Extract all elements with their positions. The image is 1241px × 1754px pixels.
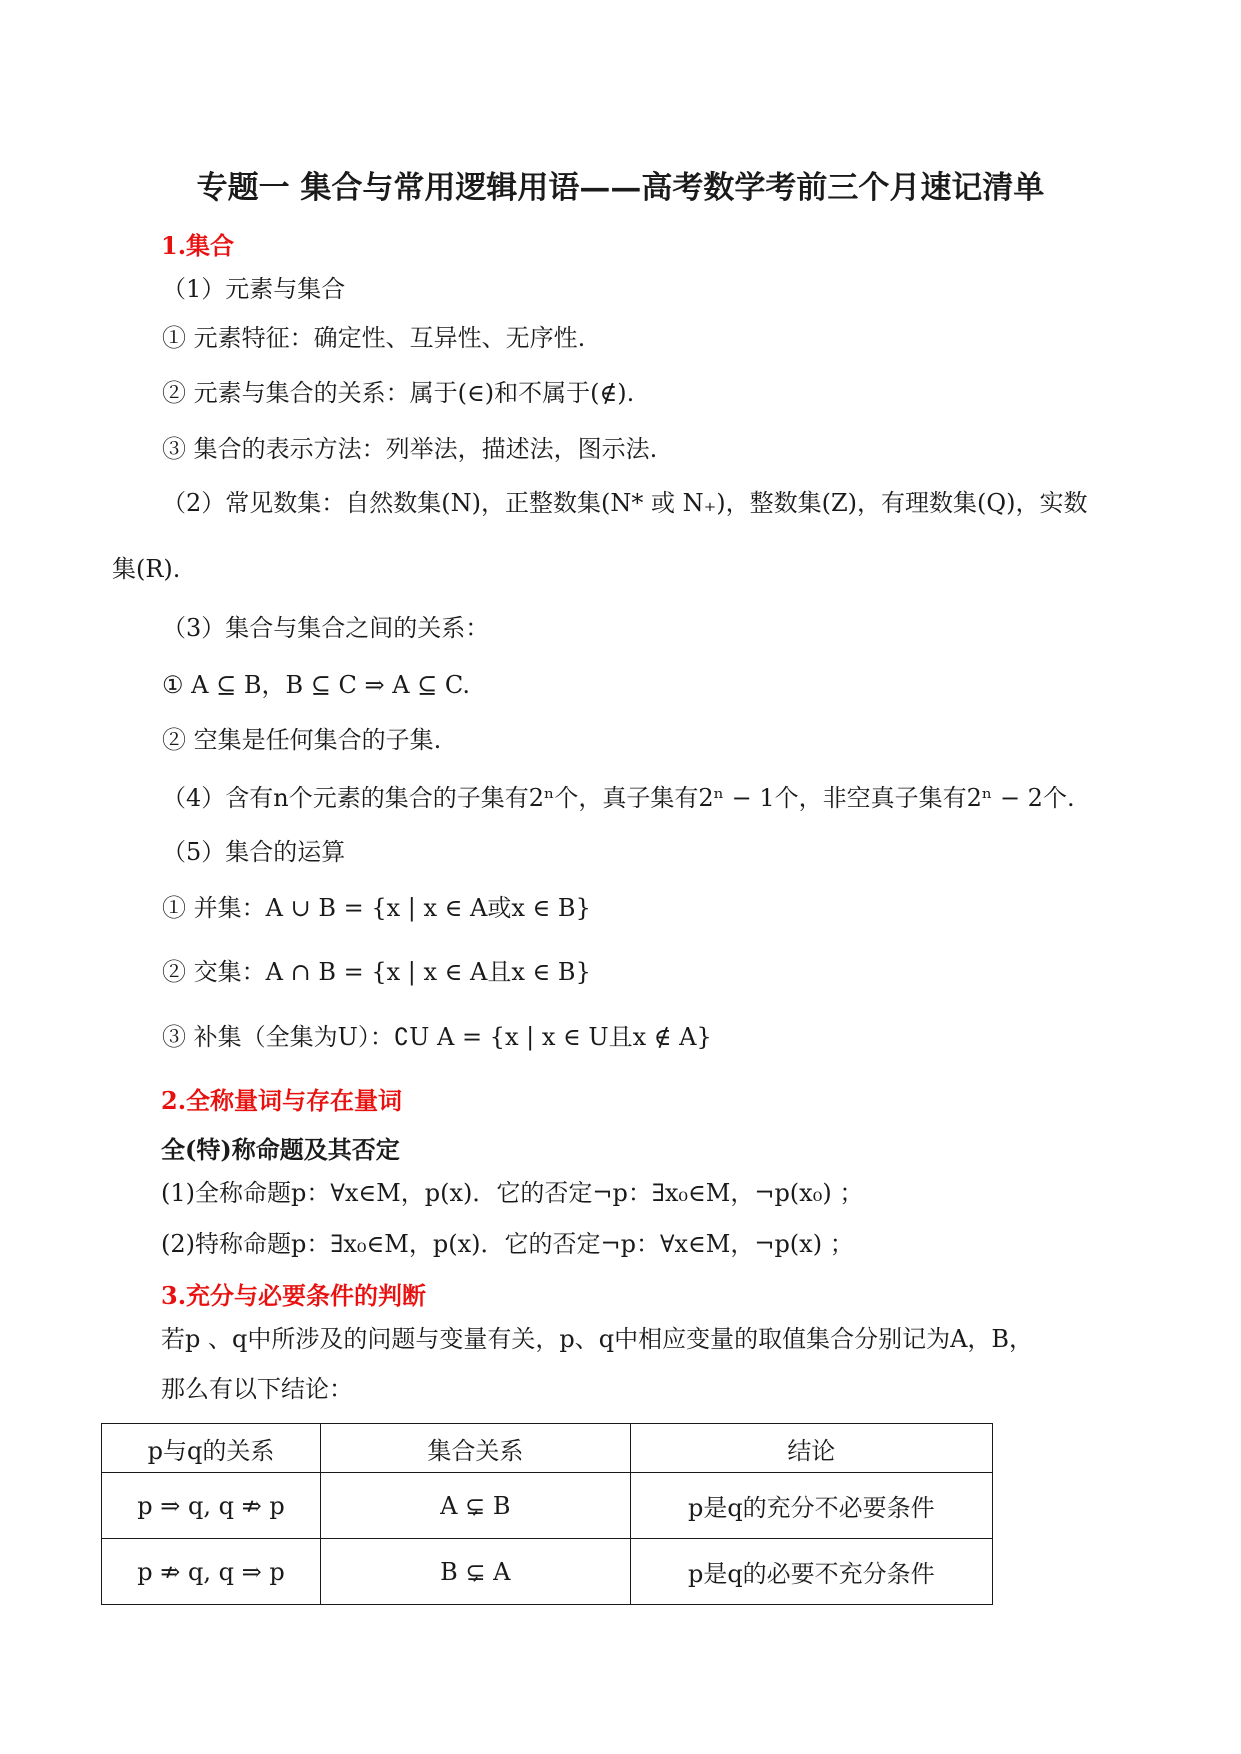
section-heading-sets: 1.集合	[161, 231, 235, 260]
table-cell: A ⊊ B	[321, 1473, 631, 1539]
section-heading-conditions: 3.充分与必要条件的判断	[161, 1281, 427, 1310]
table-row	[102, 1539, 993, 1605]
item-membership-relation: ② 元素与集合的关系：属于(∈)和不属于(∉).	[162, 379, 635, 407]
subsection-subset-count: （4）含有n个元素的集合的子集有2ⁿ个，真子集有2ⁿ − 1个，非空真子集有2ⁿ − 2个.	[162, 784, 1075, 812]
item-representation-methods: ③ 集合的表示方法：列举法，描述法，图示法.	[162, 435, 658, 463]
subsection-elements-and-sets: （1）元素与集合	[162, 275, 346, 303]
page-title: 专题一 集合与常用逻辑用语——高考数学考前三个月速记清单	[196, 170, 1045, 206]
item-element-features: ① 元素特征：确定性、互异性、无序性.	[162, 324, 586, 352]
subsection-set-operations: （5）集合的运算	[162, 838, 346, 866]
item-complement: ③ 补集（全集为U）：∁U A = {x | x ∈ U且x ∉ A}	[162, 1023, 712, 1051]
conditions-table	[101, 1423, 993, 1605]
subheading-quantified-propositions: 全(特)称命题及其否定	[161, 1135, 400, 1164]
table-header-cell: 集合关系	[321, 1424, 631, 1473]
section-heading-quantifiers: 2.全称量词与存在量词	[161, 1086, 403, 1115]
item-subset-transitivity: ① A ⊆ B，B ⊆ C ⇒ A ⊆ C.	[162, 671, 471, 699]
conditions-paragraph: 若p 、q中所涉及的问题与变量有关，p、q中相应变量的取值集合分别记为A，B，	[161, 1325, 1034, 1353]
table-row	[102, 1473, 993, 1539]
table-cell: p ⇏ q, q ⇒ p	[102, 1539, 321, 1605]
table-cell: p是q的必要不充分条件	[630, 1539, 992, 1605]
item-intersection: ② 交集：A ∩ B = {x | x ∈ A且x ∈ B}	[162, 958, 591, 986]
subsection-set-relations: （3）集合与集合之间的关系：	[162, 614, 490, 642]
table-header-cell: p与q的关系	[102, 1424, 321, 1473]
item-union: ① 并集：A ∪ B = {x | x ∈ A或x ∈ B}	[162, 894, 591, 922]
table-cell: p是q的充分不必要条件	[630, 1473, 992, 1539]
subsection-common-number-sets-cont: 集(R).	[112, 555, 181, 583]
existential-proposition-line: (2)特称命题p：∃x₀∈M，p(x)．它的否定¬p：∀x∈M，¬p(x) ；	[161, 1230, 854, 1258]
item-empty-set-subset: ② 空集是任何集合的子集.	[162, 726, 442, 754]
subsection-common-number-sets: （2）常见数集：自然数集(N)，正整数集(N* 或 N₊)，整数集(Z)，有理数集(Q)，实数	[162, 489, 1088, 517]
table-header-cell: 结论	[630, 1424, 992, 1473]
table-cell: p ⇒ q, q ⇏ p	[102, 1473, 321, 1539]
table-header-row	[102, 1424, 993, 1473]
universal-proposition-line: (1)全称命题p：∀x∈M，p(x)．它的否定¬p：∃x₀∈M，¬p(x₀) ；	[161, 1179, 864, 1207]
conditions-paragraph-cont: 那么有以下结论：	[161, 1375, 353, 1403]
table-cell: B ⊊ A	[321, 1539, 631, 1605]
